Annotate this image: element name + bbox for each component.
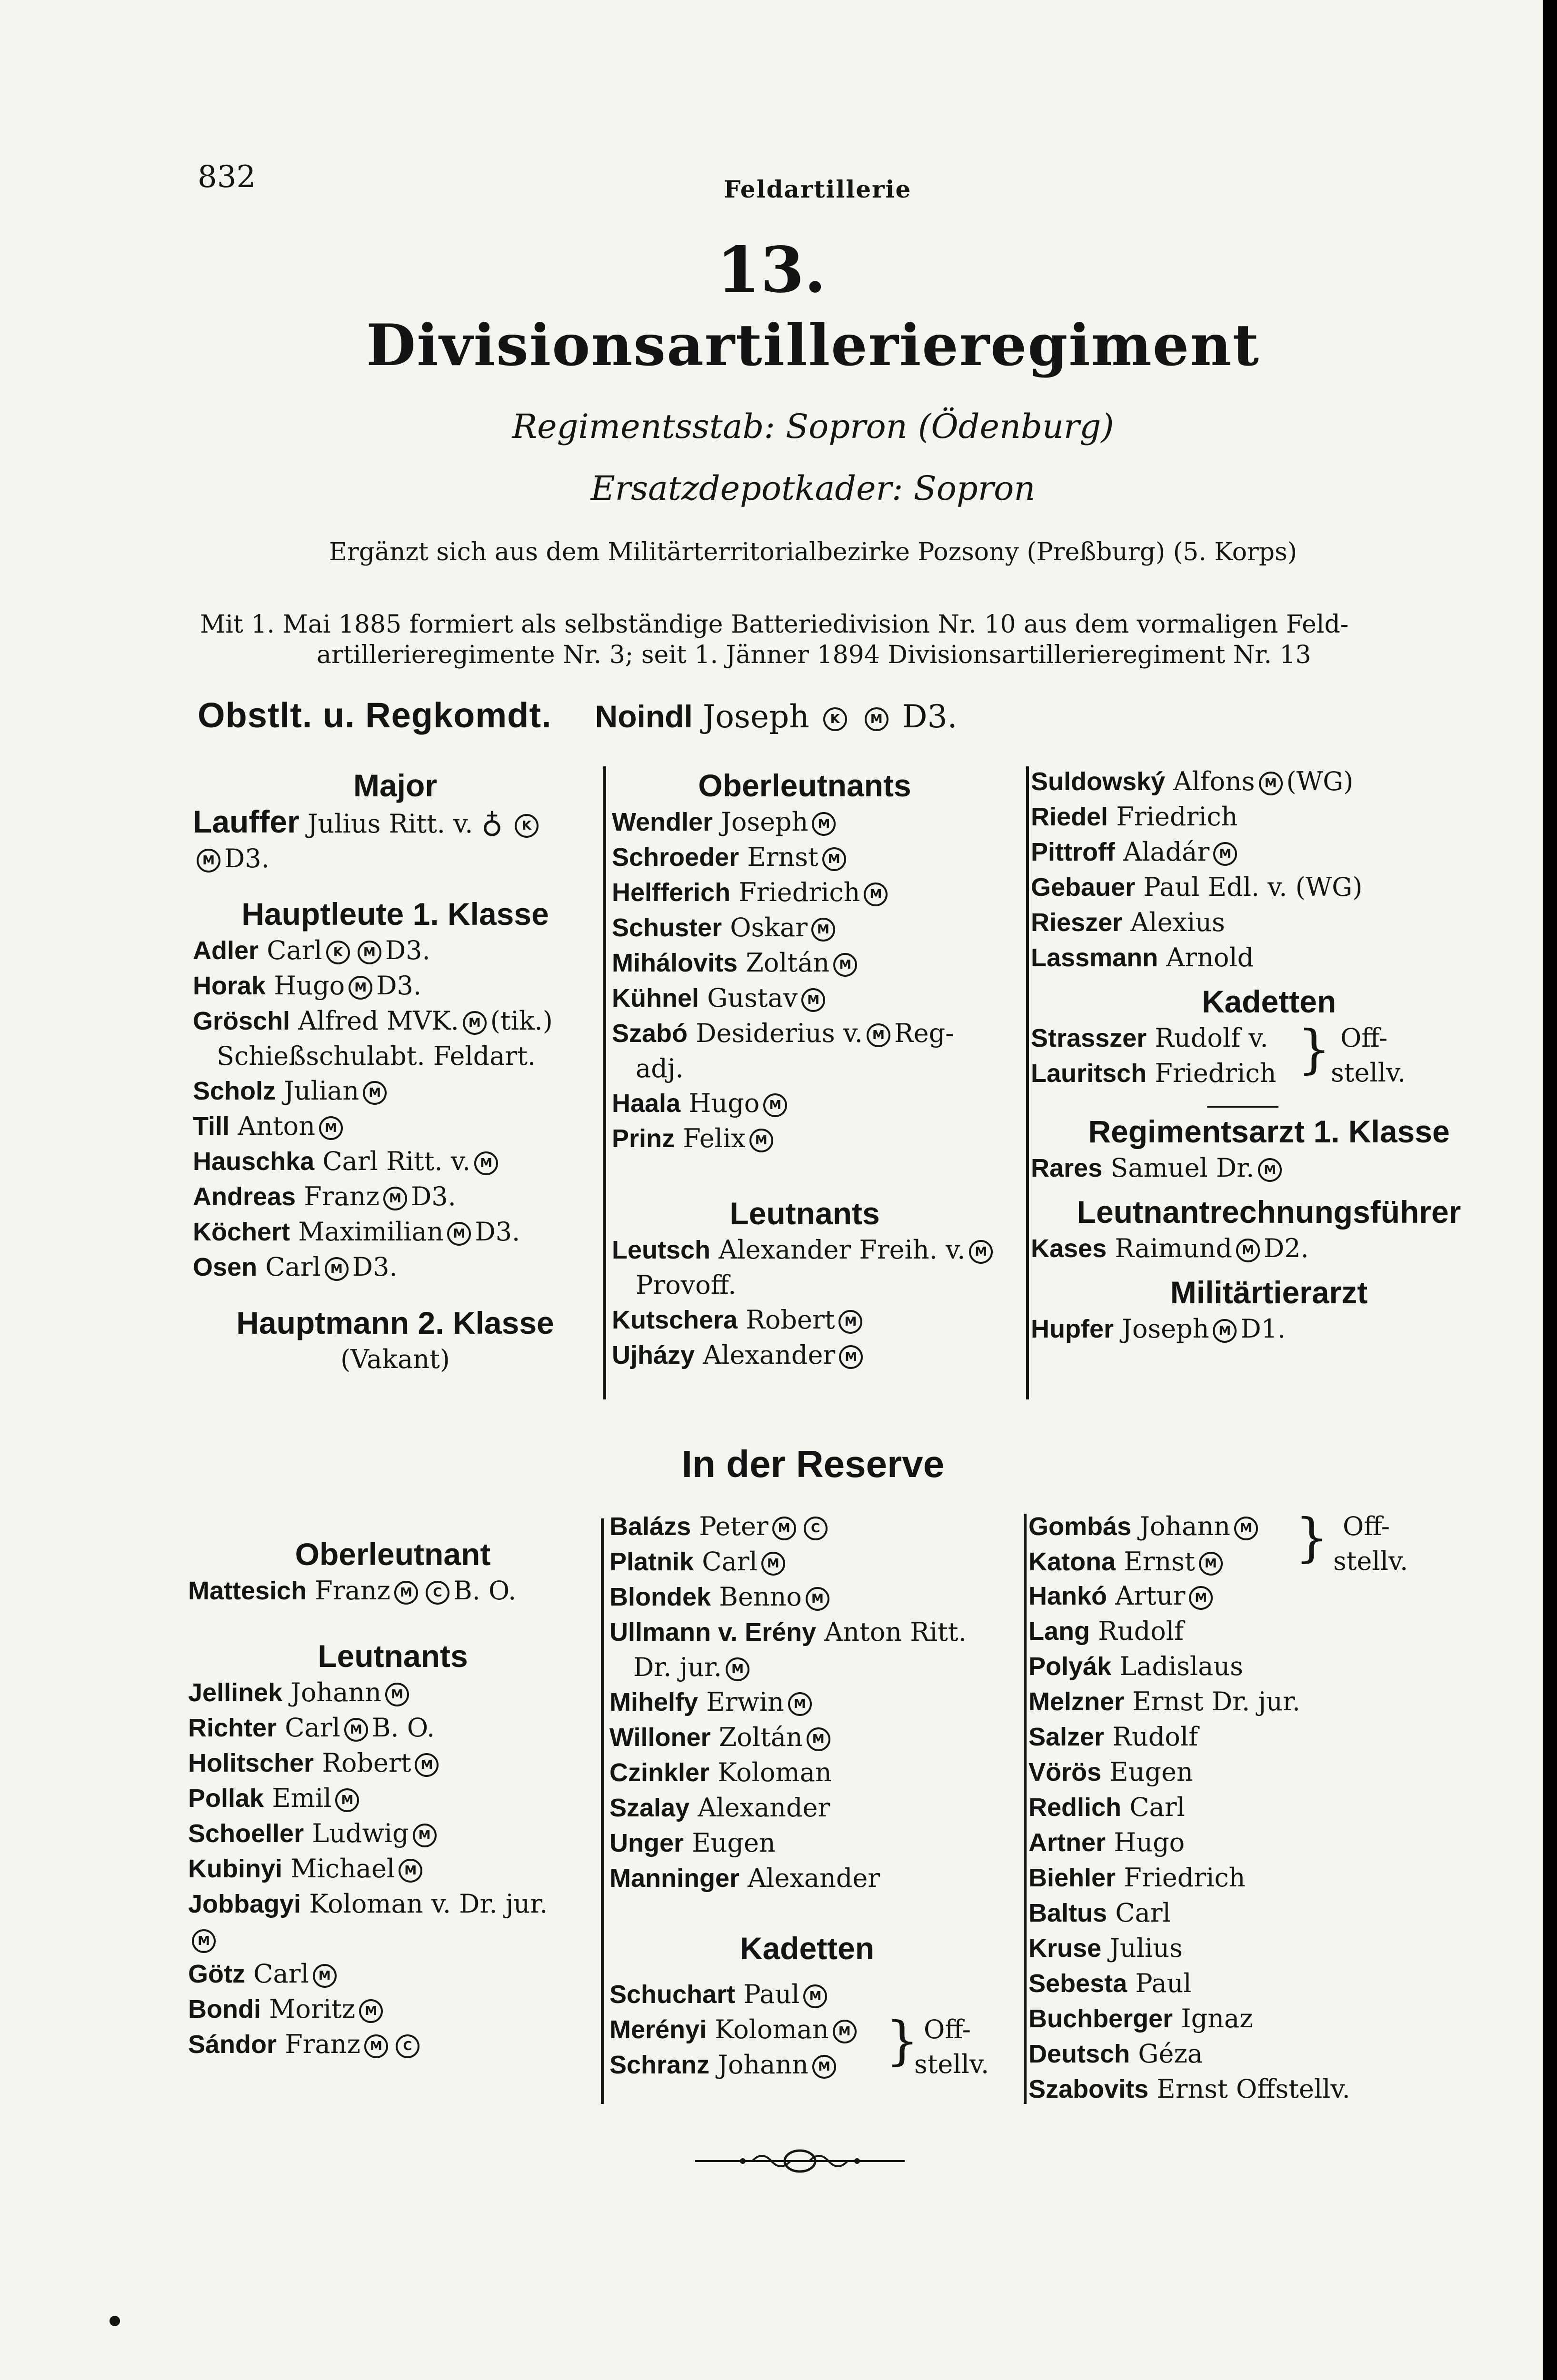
list-item: Sándor Franz M C [188,2027,598,2062]
list-item: Lang Rudolf [1028,1616,1184,1646]
history-line-2: artillerieregimente Nr. 3; seit 1. Jänner 1894 Divisionsartillerieregiment Nr. 13 [317,641,1311,669]
separator [1207,1106,1278,1108]
medal-m-icon: M [867,1023,890,1047]
commander-surname: Noindl [595,699,693,734]
medal-m-icon: M [865,707,888,731]
medal-m-icon: M [788,1692,812,1716]
list-item-continued: Schießschulabt. Feldart. [217,1041,536,1071]
reserve-oberleutnant-heading: Oberleutnant [295,1537,491,1572]
medal-m-icon: M [1199,1552,1223,1576]
list-item: Lauritsch Friedrich [1031,1058,1277,1088]
list-item: Lauffer Julius Ritt. v. ♁ K [193,804,598,841]
medal-m-icon: M [474,1151,498,1175]
medal-m-icon: M [801,988,825,1012]
list-item: Szalay Alexander [609,1793,830,1823]
column-divider [1024,1514,1027,2104]
list-item: Mattesich Franz M C B. O. [188,1576,517,1606]
list-item: Strasszer Rudolf v. [1031,1023,1268,1053]
list-item: Kutschera Robert M [612,1302,998,1338]
medal-m-icon: M [1234,1517,1258,1540]
list-item: Katona Ernst M [1028,1544,1514,1579]
reserve-heading: In der Reserve [681,1443,945,1485]
list-item: Gröschl Alfred MVK. M (tik.) [193,1006,553,1036]
list-item-continued: adj. [636,1053,684,1083]
order-k-icon: K [326,941,350,964]
vacant-note: (Vakant) [340,1344,450,1374]
medal-m-icon: M [394,1581,418,1605]
captains1-heading: Hauptleute 1. Klasse [241,896,549,932]
list-item: Schuster Oskar M [612,910,998,945]
list-item: Vörös Eugen [1028,1757,1193,1787]
medal-m-icon: M [812,2055,836,2079]
regarzt-heading: Regimentsarzt 1. Klasse [1088,1114,1450,1149]
medal-m-icon: M [1213,1319,1237,1343]
cross-icon: ♁ [481,805,503,840]
medal-m-icon: M [1189,1586,1213,1610]
list-item: Holitscher Robert M [188,1745,598,1781]
list-item: Horak Hugo M D3. [193,971,422,1001]
list-item: Jellinek Johann M [188,1675,598,1710]
page-number: 832 [198,159,256,195]
rechnung-heading: Leutnantrechnungsführer [1077,1194,1461,1230]
list-item: Götz Carl M [188,1956,598,1992]
regiment-number: 13. [717,233,826,307]
list-item: Salzer Rudolf [1028,1722,1198,1752]
medal-m-icon: M [358,941,381,964]
active-middle-column [612,766,998,1373]
medal-c-icon: C [804,1517,828,1540]
medal-m-icon: M [749,1129,773,1152]
column-divider [1026,766,1029,1399]
list-item: Mihálovits Zoltán M [612,945,998,981]
leutnants-heading: Leutnants [729,1196,880,1231]
kadetten-heading: Kadetten [1201,984,1337,1019]
medal-m-icon: M [811,918,835,942]
list-item: Hauschka Carl Ritt. v. M [193,1144,598,1179]
medal-m-icon: M [812,812,836,836]
list-item-continued: Dr. jur. M [609,1650,1005,1685]
list-item: Gombás Johann M [1028,1509,1514,1544]
medal-m-icon: M [807,1727,830,1751]
reserve-middle-column [609,1509,1005,2082]
list-item: Lassmann Arnold [1031,942,1254,972]
list-item: Artner Hugo [1028,1827,1185,1857]
list-item: Mihelfy Erwin M [609,1685,1005,1720]
list-item: Platnik Carl M [609,1544,1005,1579]
medal-m-icon: M [838,1310,862,1334]
medal-m-icon: M [833,953,857,977]
medal-m-icon: M [726,1657,749,1681]
list-item: Köchert Maximilian M D3. [193,1217,520,1247]
kadetten-group: Merényi Koloman M Schranz Johann M } Off- stellv. [609,2012,1005,2082]
list-item: Leutsch Alexander Freih. v. M [612,1232,998,1268]
reserve-right-column [1028,1509,1514,2107]
list-item: Deutsch Géza [1028,2039,1203,2069]
medal-m-icon: M [363,1081,387,1105]
list-item: Suldowský Alfons M (WG) [1031,766,1354,796]
list-item: Richter Carl M B. O. [188,1713,435,1743]
list-item: Pollak Emil M [188,1781,598,1816]
medal-m-icon: M [319,1116,343,1140]
list-item: Andreas Franz M D3. [193,1181,456,1211]
captains2-heading: Hauptmann 2. Klasse [236,1305,554,1340]
running-head: Feldartillerie [724,175,912,203]
list-item: Prinz Felix M [612,1121,998,1156]
active-left-column [193,766,598,1377]
medal-m-icon: M [385,1683,409,1706]
major-heading: Major [353,768,438,803]
list-item: Manninger Alexander [609,1863,880,1893]
medal-m-icon: M [1213,842,1237,866]
list-item: Hupfer Joseph M D1. [1031,1314,1286,1344]
scan-edge [1543,0,1557,2380]
list-item: Hankó Artur M [1028,1578,1514,1614]
supplement-text: Ergänzt sich aus dem Militärterritorialbezirke Pozsony (Preßburg) (5. Korps) [329,538,1298,566]
list-item: Sebesta Paul [1028,1968,1192,1998]
brace-icon: } [886,2010,919,2071]
list-item: Schuchart Paul M [609,1977,1005,2012]
list-item: Balázs Peter M C [609,1509,1005,1544]
list-item: Osen Carl M D3. [193,1252,398,1282]
depot-location: Ersatzdepotkader: Sopron [590,469,1036,508]
list-item: Redlich Carl [1028,1792,1185,1822]
tierarzt-heading: Militärtierarzt [1170,1275,1368,1310]
offstellv-group: Gombás Johann M Katona Ernst M } Off- stellv. [1028,1509,1514,1578]
list-item: Haala Hugo M [612,1086,998,1121]
reserve-left-column [188,1535,598,2062]
list-item: Rieszer Alexius [1031,907,1225,937]
list-item: Ullmann v. Erény Anton Ritt. [609,1617,967,1647]
history-line-1: Mit 1. Mai 1885 formiert als selbständige Batteriedivision Nr. 10 aus dem vormaligen Feld- [200,610,1349,639]
staff-location: Regimentsstab: Sopron (Ödenburg) [512,407,1114,446]
column-divider [601,1518,604,2104]
list-item: Schroeder Ernst M [612,840,998,875]
brace-icon: } [1295,1507,1328,1568]
order-k-icon: K [823,707,847,731]
brace-icon: } [1298,1019,1331,1080]
list-item: Ujházy Alexander M [612,1338,998,1373]
list-item: Gebauer Paul Edl. v. (WG) [1031,872,1363,902]
medal-m-icon: M [761,1552,785,1576]
list-item: Schranz Johann M [609,2047,1005,2082]
list-item: Merényi Koloman M [609,2012,1005,2047]
list-item: Kases Raimund M D2. [1031,1233,1309,1263]
list-item: Willoner Zoltán M [609,1720,1005,1755]
medal-m-icon: M [447,1222,471,1246]
list-item: Czinkler Koloman [609,1757,832,1787]
commander-suffix: D3. [902,698,958,735]
list-item: Kühnel Gustav M [612,981,998,1016]
medal-m-icon: M [806,1587,829,1611]
commander-given: Joseph [702,698,809,735]
list-item: Szabó Desiderius v. M Reg- [612,1018,954,1048]
medal-c-icon: C [396,2034,419,2058]
column-divider [603,766,606,1399]
stray-dot [110,2316,120,2326]
list-item: Melzner Ernst Dr. jur. [1028,1686,1300,1716]
medal-m-icon: M [1236,1239,1260,1262]
list-item: Helfferich Friedrich M [612,875,998,910]
medal-m-icon: M [463,1011,487,1035]
oberleutnants-heading: Oberleutnants [698,768,911,803]
list-item: Till Anton M [193,1109,598,1144]
list-item: Adler Carl K M D3. [193,935,430,965]
medal-m-icon: M [864,883,888,906]
medal-m-icon: M [1258,1158,1282,1182]
list-item-continued: Provoff. [636,1270,737,1300]
medal-m-icon: M [772,1517,796,1540]
list-item: Blondek Benno M [609,1579,1005,1615]
list-item: Pittroff Aladár M [1031,834,1507,870]
medal-m-icon: M [415,1753,439,1777]
list-item: Rares Samuel Dr. M [1031,1150,1507,1186]
medal-m-icon: M [313,1964,337,1988]
list-item: Jobbagyi Koloman v. Dr. jur. [188,1889,548,1919]
medal-m-icon: M [364,2034,388,2058]
medal-m-icon: M [325,1257,349,1281]
medal-m-icon: M [335,1788,359,1812]
list-item: Scholz Julian M [193,1073,598,1109]
list-item: Buchberger Ignaz [1028,2003,1253,2033]
medal-m-icon: M [763,1093,787,1117]
medal-m-icon: M [192,1929,216,1953]
medal-m-icon: M [349,976,372,1000]
medal-m-icon: M [359,1999,383,2023]
medal-m-icon: M [344,1718,368,1742]
history-paragraph [200,609,1428,670]
list-item-continued [188,1922,598,1956]
medal-m-icon: M [803,1984,827,2008]
medal-m-icon: M [969,1240,993,1264]
active-right-column [1031,764,1507,1347]
order-k-icon: K [515,814,539,838]
ornament-divider [695,2142,905,2180]
medal-m-icon: M [839,1345,863,1369]
list-item: Unger Eugen [609,1828,776,1858]
medal-m-icon: M [822,847,846,871]
commander-rank: Obstlt. u. Regkomdt. [198,695,552,735]
medal-c-icon: C [426,1581,449,1605]
list-item: Kruse Julius [1028,1933,1183,1963]
list-item: Bondi Moritz M [188,1992,598,2027]
list-item: Wendler Joseph M [612,804,998,840]
kadetten-group: Strasszer Rudolf v. Lauritsch Friedrich } Off- stellv. [1031,1021,1507,1092]
list-item: M D3. [193,841,598,876]
list-item: Polyák Ladislaus [1028,1651,1243,1681]
medal-m-icon: M [1259,772,1283,795]
regiment-title: Divisionsartillerieregiment [366,312,1260,379]
medal-m-icon: M [383,1187,407,1210]
list-item: Biehler Friedrich [1028,1863,1246,1893]
medal-m-icon: M [413,1824,437,1847]
reserve-kadetten-heading: Kadetten [739,1931,875,1966]
list-item: Schoeller Ludwig M [188,1816,598,1851]
list-item: Baltus Carl [1028,1898,1171,1928]
list-item: Szabovits Ernst Offstellv. [1028,2074,1350,2104]
list-item: Kubinyi Michael M [188,1851,598,1886]
commander-line [198,695,958,735]
medal-m-icon: M [399,1859,422,1883]
list-item: Riedel Friedrich [1031,802,1238,832]
medal-m-icon: M [197,849,220,873]
reserve-leutnants-heading: Leutnants [318,1638,468,1674]
medal-m-icon: M [833,2020,857,2043]
